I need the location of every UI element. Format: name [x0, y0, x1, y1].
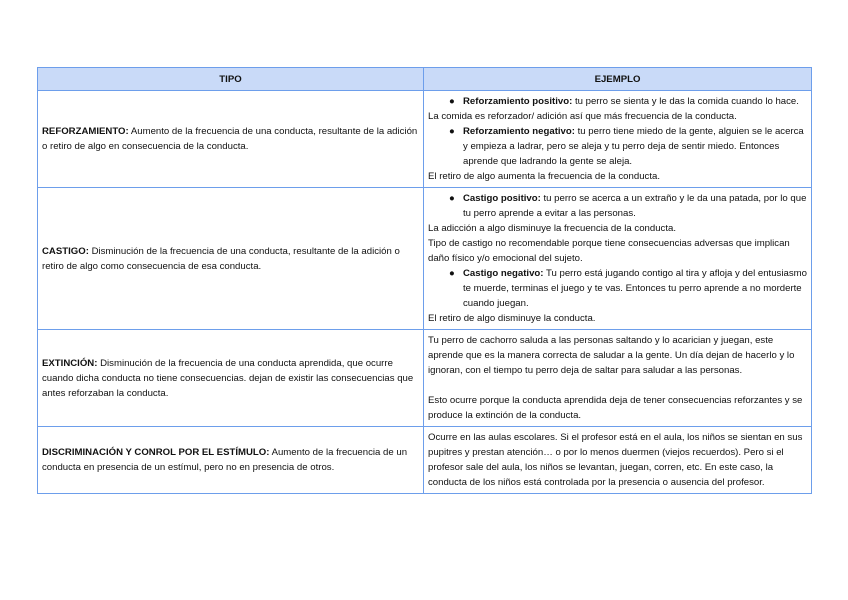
header-ejemplo: EJEMPLO — [424, 68, 812, 91]
concepts-table — [37, 67, 812, 494]
term-definition: Aumento de la frecuencia de un conducta en presencia de un estímul, pero no en presencia de otros. — [42, 447, 408, 473]
bullet-text: tu perro tiene miedo de la gente, alguien se le acerca y empieza a ladrar, pero se aleja y tu perro deja de sentir miedo. Entonces aprende que ladrando la gente se aleja. — [463, 126, 804, 167]
bullet-text: tu perro se sienta y le das la comida cuando lo hace. — [572, 96, 799, 107]
ejemplo-cell — [424, 188, 812, 330]
bullet-label: Castigo positivo: — [463, 193, 541, 204]
bullet-dot-icon: ● — [449, 126, 455, 137]
example-paragraph: Tipo de castigo no recomendable porque tiene consecuencias adversas que implican daño físico y/o emocional del sujeto. — [428, 238, 790, 264]
term-label: CASTIGO: — [42, 245, 89, 257]
example-bullet — [428, 266, 807, 311]
header-row — [38, 68, 812, 91]
table-row — [38, 91, 812, 188]
tipo-cell — [38, 427, 424, 494]
term-label: EXTINCIÓN: — [42, 357, 98, 369]
example-bullet — [428, 94, 807, 109]
example-paragraph: Tu perro de cachorro saluda a las personas saltando y lo acarician y juegan, este aprende que es la manera correcta de saludar a la gente. Un día dejan de hacerlo y lo ignoran, con el tiempo tu perro deja de saltar para saludar a las personas. — [428, 335, 795, 376]
tipo-cell — [38, 188, 424, 330]
tipo-cell — [38, 91, 424, 188]
example-paragraph: El retiro de algo aumenta la frecuencia de la conducta. — [428, 171, 660, 182]
bullet-dot-icon: ● — [449, 96, 455, 107]
term-label: REFORZAMIENTO: — [42, 126, 129, 137]
bullet-label: Reforzamiento positivo: — [463, 96, 573, 107]
bullet-dot-icon: ● — [449, 193, 455, 204]
tipo-cell — [38, 330, 424, 427]
bullet-text: tu perro se acerca a un extraño y le da una patada, por lo que tu perro aprende a evitar a las personas. — [463, 193, 807, 219]
bullet-label: Reforzamiento negativo: — [463, 126, 575, 137]
bullet-text: Tu perro está jugando contigo al tira y afloja y del entusiasmo te muerde, terminas el juego y te vas. Entonces tu perro aprende a no morderte cuando juegan. — [463, 268, 807, 309]
example-paragraph: El retiro de algo disminuye la conducta. — [428, 313, 596, 324]
example-paragraph: Esto ocurre porque la conducta aprendida deja de tener consecuencias reforzantes y se produce la extinción de la conducta. — [428, 395, 803, 421]
bullet-label: Castigo negativo: — [463, 268, 544, 279]
example-paragraph: Ocurre en las aulas escolares. Si el profesor está en el aula, los niños se sientan en sus pupitres y prestan atención… o por lo menos duermen (viejos recuerdos). Pero si el profesor sale del aula, los niños se levantan, juegan, corren, etc. En este caso, la conducta de los niños está controlada por la presencia o ausencia del profesor. — [428, 432, 803, 488]
table-row — [38, 188, 812, 330]
table-body — [38, 91, 812, 494]
ejemplo-cell — [424, 91, 812, 188]
paragraph-spacer — [428, 378, 807, 393]
example-bullet — [428, 124, 807, 169]
term-definition: Aumento de la frecuencia de una conducta, resultante de la adición o retiro de algo en consecuencia de la conducta. — [42, 126, 418, 152]
ejemplo-cell — [424, 330, 812, 427]
term-label: DISCRIMINACIÓN Y CONROL POR EL ESTÍMULO: — [42, 447, 270, 458]
example-paragraph: La comida es reforzador/ adición así que más frecuencia de la conducta. — [428, 111, 737, 122]
bullet-dot-icon: ● — [449, 268, 455, 279]
header-tipo: TIPO — [38, 68, 424, 91]
table-row — [38, 427, 812, 494]
ejemplo-cell — [424, 427, 812, 494]
term-definition: Disminución de la frecuencia de una conducta, resultante de la adición o retiro de algo como consecuencia de esa conducta. — [42, 245, 400, 272]
term-definition: Disminución de la frecuencia de una conducta aprendida, que ocurre cuando dicha conducta no tiene consecuencias. dejan de existir las consecuencias que antes reforzaban la conducta. — [42, 357, 414, 399]
table-row — [38, 330, 812, 427]
example-paragraph: La adicción a algo disminuye la frecuencia de la conducta. — [428, 223, 676, 234]
example-bullet — [428, 191, 807, 221]
